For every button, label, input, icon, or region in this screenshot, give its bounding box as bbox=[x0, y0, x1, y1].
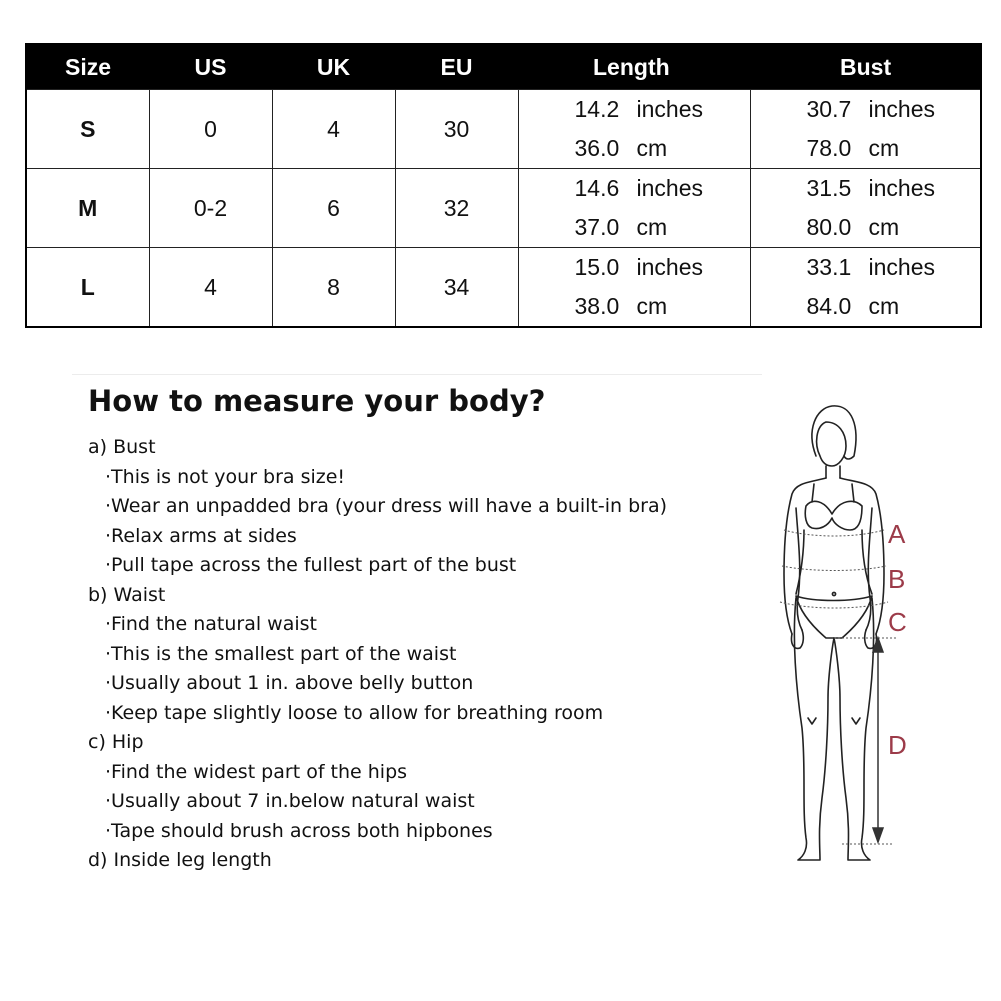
section-heading-bust: a) Bust bbox=[88, 436, 156, 458]
eu-cell: 34 bbox=[395, 248, 518, 328]
bust-inches-value: 30.7 bbox=[806, 96, 852, 122]
bust-cm-value: 84.0 bbox=[806, 293, 852, 319]
length-cm-value: 37.0 bbox=[574, 214, 620, 240]
tip-item: ·Find the widest part of the hips bbox=[105, 760, 408, 783]
unit-cm: cm bbox=[868, 135, 900, 161]
section-heading-inside-leg: d) Inside leg length bbox=[88, 849, 272, 871]
unit-inches: inches bbox=[636, 96, 703, 122]
table-row bbox=[26, 248, 981, 328]
length-inches-value: 14.6 bbox=[574, 175, 620, 201]
table-row bbox=[26, 169, 981, 248]
label-c: C bbox=[888, 607, 907, 637]
body-outline bbox=[784, 406, 884, 860]
us-cell: 0 bbox=[149, 90, 272, 169]
eu-cell: 30 bbox=[395, 90, 518, 169]
tip-item: ·Wear an unpadded bra (your dress will have a built-in bra) bbox=[105, 495, 668, 517]
bust-inches-value: 33.1 bbox=[806, 254, 852, 280]
size-chart-table bbox=[25, 43, 982, 328]
bust-cell bbox=[750, 90, 981, 169]
header-eu: EU bbox=[395, 44, 518, 90]
label-a: A bbox=[888, 519, 906, 549]
us-cell: 4 bbox=[149, 248, 272, 328]
tip-item: ·Usually about 1 in. above belly button bbox=[105, 672, 474, 694]
uk-cell: 6 bbox=[272, 169, 395, 248]
table-row bbox=[26, 90, 981, 169]
section-divider bbox=[72, 374, 762, 375]
unit-cm: cm bbox=[868, 214, 900, 240]
inside-leg-arrow bbox=[873, 638, 883, 842]
section-heading-waist: b) Waist bbox=[88, 583, 166, 606]
size-cell: L bbox=[26, 248, 149, 328]
size-cell: M bbox=[26, 169, 149, 248]
size-cell: S bbox=[26, 90, 149, 169]
uk-cell: 8 bbox=[272, 248, 395, 328]
length-cell bbox=[518, 248, 750, 328]
unit-cm: cm bbox=[636, 135, 668, 161]
uk-cell: 4 bbox=[272, 90, 395, 169]
header-us: US bbox=[149, 44, 272, 90]
length-cm-value: 36.0 bbox=[574, 135, 620, 161]
label-d: D bbox=[888, 730, 907, 760]
bust-inches-value: 31.5 bbox=[806, 175, 852, 201]
unit-inches: inches bbox=[868, 254, 935, 280]
unit-cm: cm bbox=[868, 293, 900, 319]
bust-cell bbox=[750, 169, 981, 248]
body-measurement-figure bbox=[762, 398, 952, 888]
unit-inches: inches bbox=[868, 175, 935, 201]
tip-item: ·Keep tape slightly loose to allow for breathing room bbox=[105, 701, 604, 724]
label-b: B bbox=[888, 564, 906, 594]
eu-cell: 32 bbox=[395, 169, 518, 248]
section-heading-hip: c) Hip bbox=[88, 731, 144, 753]
length-cell bbox=[518, 90, 750, 169]
length-cell bbox=[518, 169, 750, 248]
tip-item: ·Tape should brush across both hipbones bbox=[105, 819, 493, 842]
unit-cm: cm bbox=[636, 293, 668, 319]
bust-cell bbox=[750, 248, 981, 328]
header-uk: UK bbox=[272, 44, 395, 90]
unit-inches: inches bbox=[636, 254, 703, 280]
tip-item: ·Find the natural waist bbox=[105, 613, 317, 635]
unit-inches: inches bbox=[868, 96, 935, 122]
tip-item: ·This is not your bra size! bbox=[105, 465, 346, 488]
unit-cm: cm bbox=[636, 214, 668, 240]
length-inches-value: 14.2 bbox=[574, 96, 620, 122]
guide-title: How to measure your body? bbox=[88, 384, 546, 418]
tip-item: ·Usually about 7 in.below natural waist bbox=[105, 790, 475, 812]
length-cm-value: 38.0 bbox=[574, 293, 620, 319]
length-inches-value: 15.0 bbox=[574, 254, 620, 280]
us-cell: 0-2 bbox=[149, 169, 272, 248]
table-header-row bbox=[26, 44, 981, 90]
unit-inches: inches bbox=[636, 175, 703, 201]
header-bust: Bust bbox=[750, 44, 981, 90]
header-length: Length bbox=[518, 44, 750, 90]
header-size: Size bbox=[26, 44, 149, 90]
bust-cm-value: 80.0 bbox=[806, 214, 852, 240]
tip-item: ·Pull tape across the fullest part of the bust bbox=[105, 554, 517, 576]
measurement-guide bbox=[88, 433, 667, 876]
bust-cm-value: 78.0 bbox=[806, 135, 852, 161]
tip-item: ·This is the smallest part of the waist bbox=[105, 642, 457, 665]
tip-item: ·Relax arms at sides bbox=[105, 524, 297, 547]
